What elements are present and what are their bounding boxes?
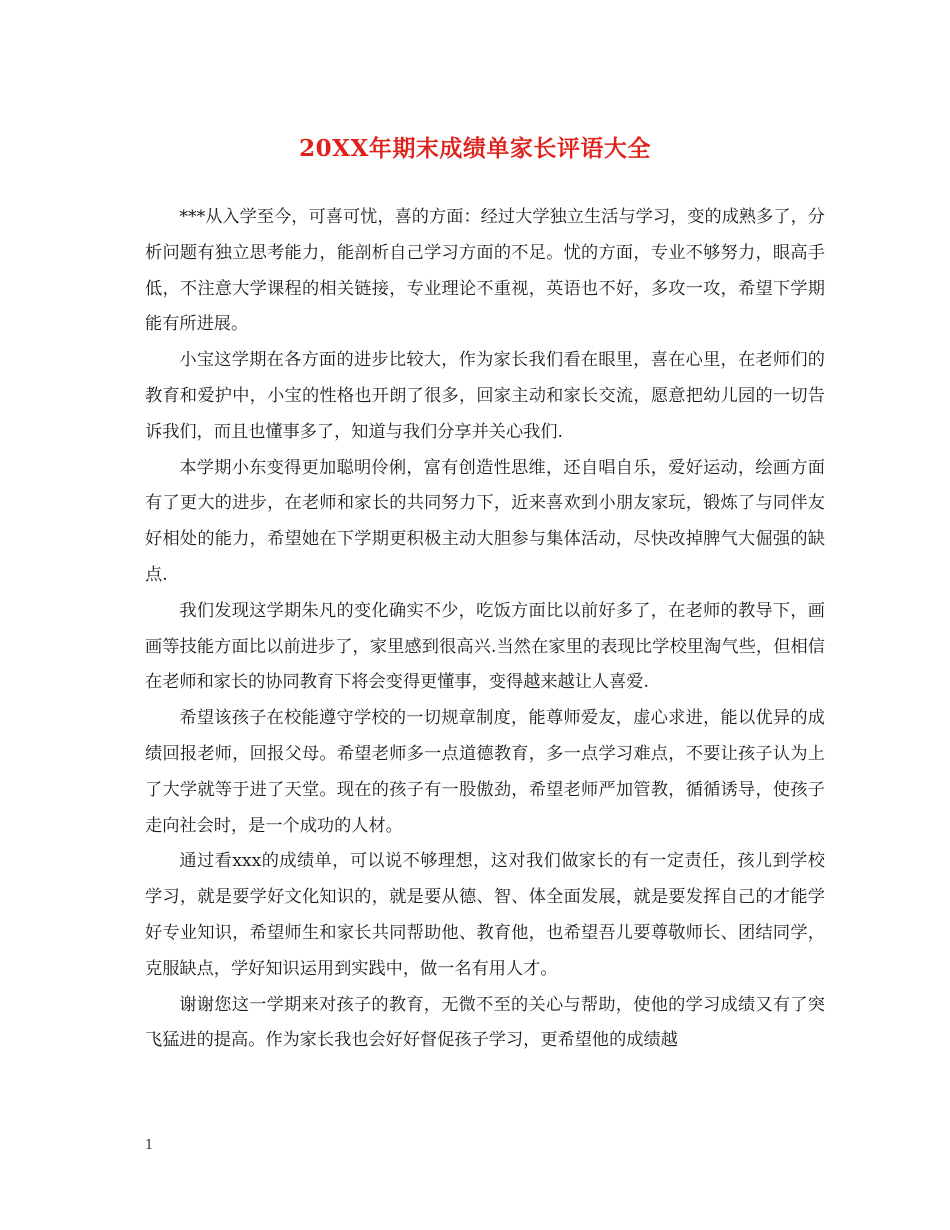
document-title: 20XX年期末成绩单家长评语大全: [299, 135, 651, 162]
paragraph: ***从入学至今，可喜可忧，喜的方面：经过大学独立生活与学习，变的成熟多了，分析问题有独立思考能力，能剖析自己学习方面的不足。忧的方面，专业不够努力，眼高手低，不注意大学课程的相关链接，专业理论不重视，英语也不好，多攻一攻，希望下学期能有所进展。: [145, 207, 825, 335]
paragraph: 希望该孩子在校能遵守学校的一切规章制度，能尊师爱友，虚心求进，能以优异的成绩回报老师，回报父母。希望老师多一点道德教育，多一点学习难点，不要让孩子认为上了大学就等于进了天堂。现在的孩子有一股傲劲，希望老师严加管教，循循诱导，使孩子走向社会时，是一个成功的人材。: [145, 708, 825, 836]
paragraph: 通过看xxx的成绩单，可以说不够理想，这对我们做家长的有一定责任，孩儿到学校学习，就是要学好文化知识的，就是要从德、智、体全面发展，就是要发挥自己的才能学好专业知识，希望师生和家长共同帮助他、教育他，也希望吾儿要尊敬师长、团结同学，克服缺点，学好知识运用到实践中，做一名有用人才。: [145, 851, 825, 979]
paragraph: 谢谢您这一学期来对孩子的教育，无微不至的关心与帮助，使他的学习成绩又有了突飞猛进的提高。作为家长我也会好好督促孩子学习，更希望他的成绩越: [145, 994, 825, 1051]
paragraph: 本学期小东变得更加聪明伶俐，富有创造性思维，还自唱自乐，爱好运动，绘画方面有了更大的进步，在老师和家长的共同努力下，近来喜欢到小朋友家玩，锻炼了与同伴友好相处的能力，希望她在下学期更积极主动大胆参与集体活动，尽快改掉脾气大倔强的缺点.: [145, 457, 825, 585]
document-body: [145, 200, 825, 1059]
paragraph: 小宝这学期在各方面的进步比较大，作为家长我们看在眼里，喜在心里，在老师们的教育和爱护中，小宝的性格也开朗了很多，回家主动和家长交流，愿意把幼儿园的一切告诉我们，而且也懂事多了，知道与我们分享并关心我们.: [145, 350, 825, 442]
paragraph: 我们发现这学期朱凡的变化确实不少，吃饭方面比以前好多了，在老师的教导下，画画等技能方面比以前进步了，家里感到很高兴.当然在家里的表现比学校里淘气些，但相信在老师和家长的协同教育下将会变得更懂事，变得越来越让人喜爱.: [145, 600, 825, 693]
page-number: 1: [145, 1138, 154, 1153]
